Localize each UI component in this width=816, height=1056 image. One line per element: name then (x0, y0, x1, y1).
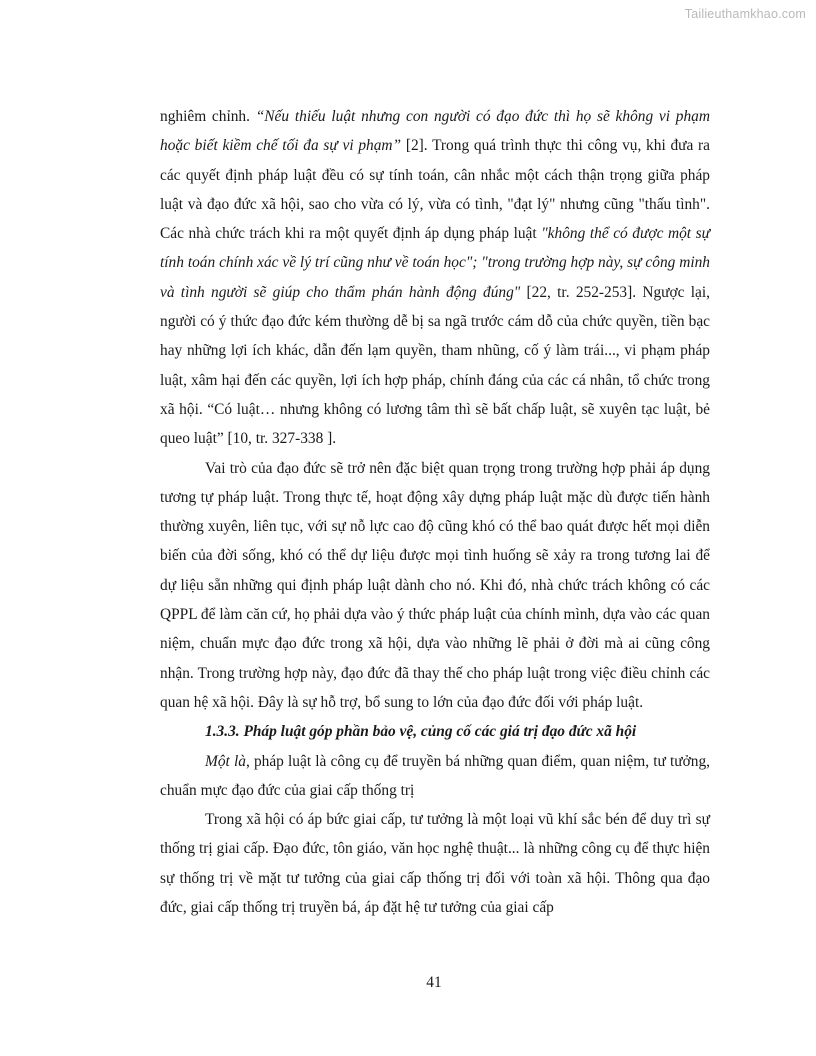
section-heading: 1.3.3. Pháp luật góp phần bảo vệ, củng cố các giá trị đạo đức xã hội (205, 723, 637, 741)
quote-judge: "không thể có được một sự tính toán chính xác về lý trí cũng như về toán học"; "trong trường hợp này, sự công minh và tình người sẽ giúp cho thẩm phán hành động đúng" (160, 225, 710, 301)
paragraph-3 (160, 747, 710, 806)
paragraph-2: Vai trò của đạo đức sẽ trở nên đặc biệt quan trọng trong trường hợp phải áp dụng tương tự pháp luật. Trong thực tế, hoạt động xây dựng pháp luật mặc dù được tiến hành thường xuyên, liên tục, với sự nỗ lực cao độ cũng khó có thể bao quát được hết mọi diễn biến của đời sống, khó có thể dự liệu được mọi tình huống sẽ xảy ra trong tương lai để dự liệu sẵn những qui định pháp luật dành cho nó. Khi đó, nhà chức trách không có các QPPL để làm căn cứ, họ phải dựa vào ý thức pháp luật của chính mình, dựa vào các quan niệm, chuẩn mực đạo đức trong xã hội, dựa vào những lẽ phải ở đời mà ai cũng công nhận. Trong trường hợp này, đạo đức đã thay thế cho pháp luật trong việc điều chỉnh các quan hệ xã hội. Đây là sự hỗ trợ, bổ sung to lớn của đạo đức đối với pháp luật. (160, 459, 710, 711)
paragraph-1 (160, 102, 710, 454)
watermark: Tailieuthamkhao.com (684, 7, 806, 21)
paragraph-1-text-b: [2]. Trong quá trình thực thi công vụ, khi đưa ra các quyết định pháp luật đều có sự tính toán, cân nhắc một cách thận trọng giữa pháp luật và đạo đức xã hội, sao cho vừa có lý, vừa có tình, "đạt lý" nhưng cũng "thấu tình". Các nhà chức trách khi ra một quyết định áp dụng pháp luật (160, 137, 710, 243)
paragraph-4: Trong xã hội có áp bức giai cấp, tư tưởng là một loại vũ khí sắc bén để duy trì sự thống trị giai cấp. Đạo đức, tôn giáo, văn học nghệ thuật... là những công cụ để thực hiện sự thống trị về mặt tư tưởng của giai cấp thống trị đối với toàn xã hội. Thông qua đạo đức, giai cấp thống trị truyền bá, áp đặt hệ tư tưởng của giai cấp (160, 811, 710, 917)
page-number: 41 (426, 974, 442, 991)
quote-ethics-law: “Nếu thiếu luật nhưng con người có đạo đức thì họ sẽ không vi phạm hoặc biết kiềm chế tối đa sự vi phạm” (160, 108, 710, 155)
paragraph-1-text-a: nghiêm chỉnh. (160, 108, 256, 125)
paragraph-3-text: , pháp luật là công cụ để truyền bá những quan điểm, quan niệm, tư tưởng, chuẩn mực đạo đức của giai cấp thống trị (160, 752, 710, 799)
paragraph-1-text-c: [22, tr. 252-253]. Ngược lại, người có ý thức đạo đức kém thường dễ bị sa ngã trước cám dỗ của chức quyền, tiền bạc hay những lợi ích khác, dẫn đến lạm quyền, tham nhũng, cố ý làm trái..., vi phạm pháp luật, xâm hại đến các quyền, lợi ích hợp pháp, chính đáng của các cá nhân, tổ chức trong xã hội. “Có luật… nhưng không có lương tâm thì sẽ bất chấp luật, sẽ xuyên tạc luật, bẻ queo luật” [10, tr. 327-338 ]. (160, 283, 710, 448)
paragraph-3-lead: Một là (205, 752, 246, 770)
document-body (160, 102, 710, 922)
